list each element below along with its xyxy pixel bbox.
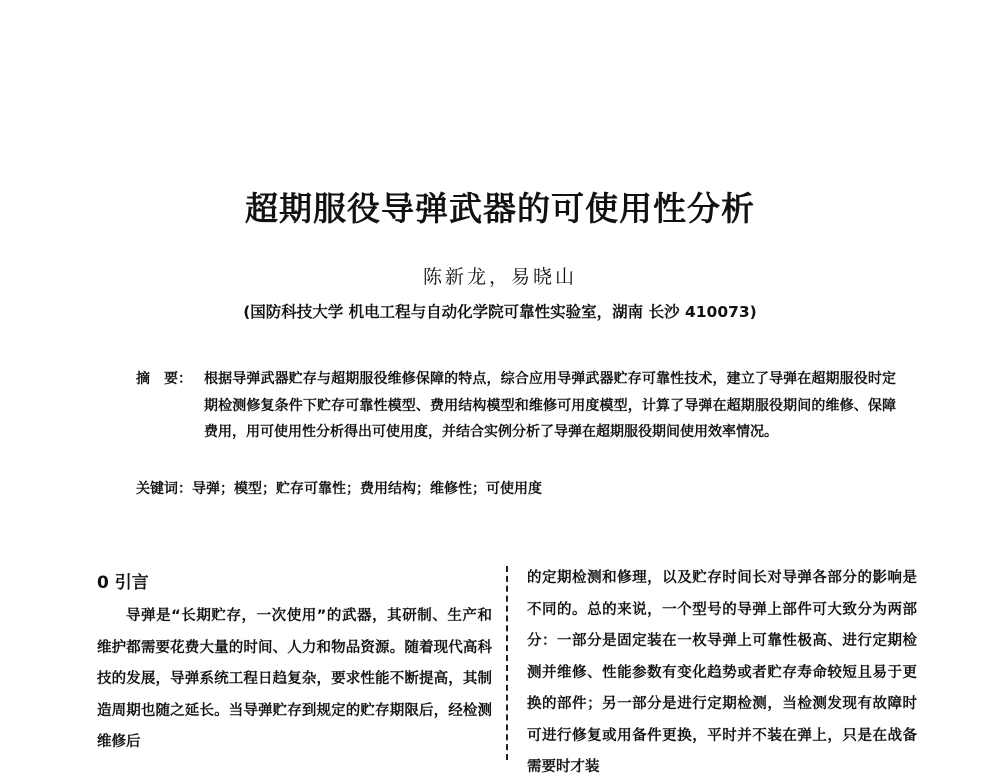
abstract-label: 摘 要： xyxy=(136,371,192,387)
left-column xyxy=(97,565,492,759)
abstract xyxy=(136,366,896,446)
authors: 陈新龙，易晓山 xyxy=(422,266,577,288)
column-divider xyxy=(506,566,508,760)
affiliation: (国防科技大学 机电工程与自动化学院可靠性实验室，湖南 长沙 410073) xyxy=(243,303,757,321)
keywords-text: 导弹；模型；贮存可靠性；费用结构；维修性；可使用度 xyxy=(192,481,542,497)
section-heading-introduction: 0 引言 xyxy=(97,573,149,593)
right-column xyxy=(527,563,917,784)
keywords xyxy=(136,478,896,498)
keywords-label: 关键词： xyxy=(136,481,192,497)
right-paragraph: 的定期检测和修理，以及贮存时间长对导弹各部分的影响是不同的。总的来说，一个型号的导弹上部件可大致分为两部分：一部分是固定装在一枚导弹上可靠性极高、进行定期检测并维修、性能参数有变化趋势或者贮存寿命较短且易于更换的部件；另一部分是进行定期检测，当检测发现有故障时可进行修复或用备件更换，平时并不装在弹上，只是在战备需要时才装 xyxy=(527,570,917,775)
abstract-text: 根据导弹武器贮存与超期服役维修保障的特点，综合应用导弹武器贮存可靠性技术，建立了导弹在超期服役时定期检测修复条件下贮存可靠性模型、费用结构模型和维修可用度模型，计算了导弹在超期服役期间的维修、保障费用，用可使用性分析得出可使用度，并结合实例分析了导弹在超期服役期间使用效率情况。 xyxy=(204,371,896,440)
intro-paragraph: 导弹是“长期贮存，一次使用”的武器，其研制、生产和维护都需要花费大量的时间、人力和物品资源。随着现代高科技的发展，导弹系统工程日趋复杂，要求性能不断提高，其制造周期也随之延长。当导弹贮存到规定的贮存期限后，经检测维修后 xyxy=(97,608,492,750)
paper-title: 超期服役导弹武器的可使用性分析 xyxy=(245,189,755,228)
